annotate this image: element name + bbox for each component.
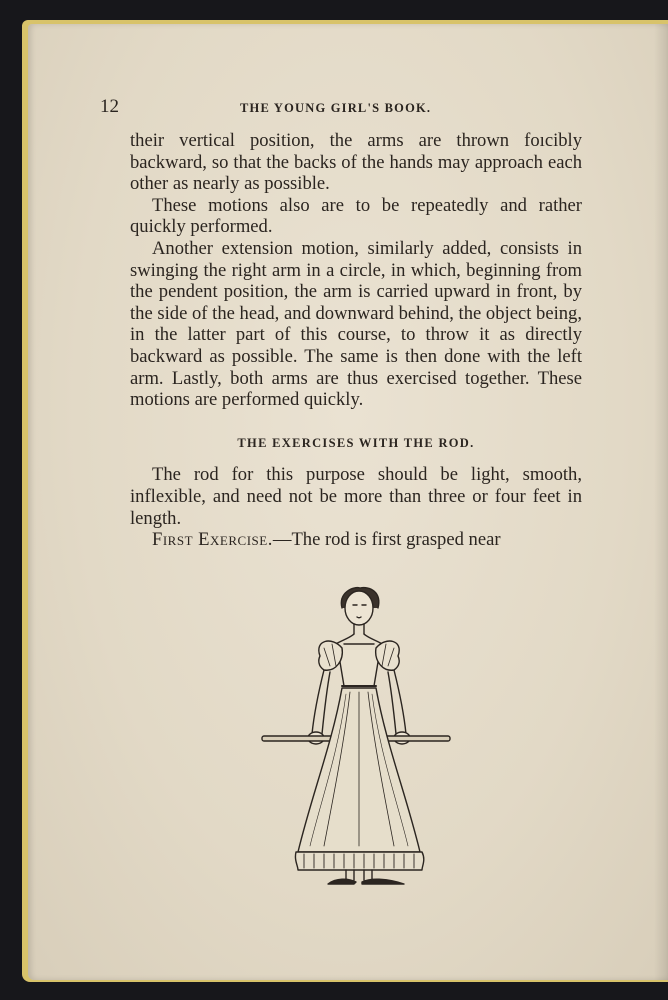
page-header <box>100 96 580 120</box>
paragraph: These motions also are to be repeatedly and rather quickly performed. <box>130 194 582 238</box>
paragraph-continued: their vertical position, the arms are thrown foıcibly backward, so that the backs of the hands may approach each other as nearly as possible. <box>130 130 582 195</box>
exercise-text: —The rod is first grasped near <box>272 529 501 551</box>
paragraph: The rod for this purpose should be light, smooth, inflexible, and need not be more than three or four feet in length. <box>130 464 582 529</box>
page-gutter-shadow <box>654 24 668 980</box>
paragraph: Another extension motion, similarly added, consists in swinging the right arm in a circle, in which, beginning from the pendent position, the arm is carried upward in front, by the side of the head, and downward behind, the object being, in the latter part of this course, to throw it as directly backward as possible. The same is then done with the left arm. Lastly, both arms are thus exercised together. These motions are performed quickly. <box>130 237 582 411</box>
running-head: THE YOUNG GIRL'S BOOK. <box>240 101 432 115</box>
exercise-label: First Exercise. <box>152 529 273 551</box>
page-number: 12 <box>100 96 119 117</box>
girl-with-rod-illustration <box>258 584 458 888</box>
exercise-paragraph <box>130 529 582 551</box>
page-body <box>130 130 582 551</box>
section-heading: THE EXERCISES WITH THE ROD. <box>237 435 475 450</box>
